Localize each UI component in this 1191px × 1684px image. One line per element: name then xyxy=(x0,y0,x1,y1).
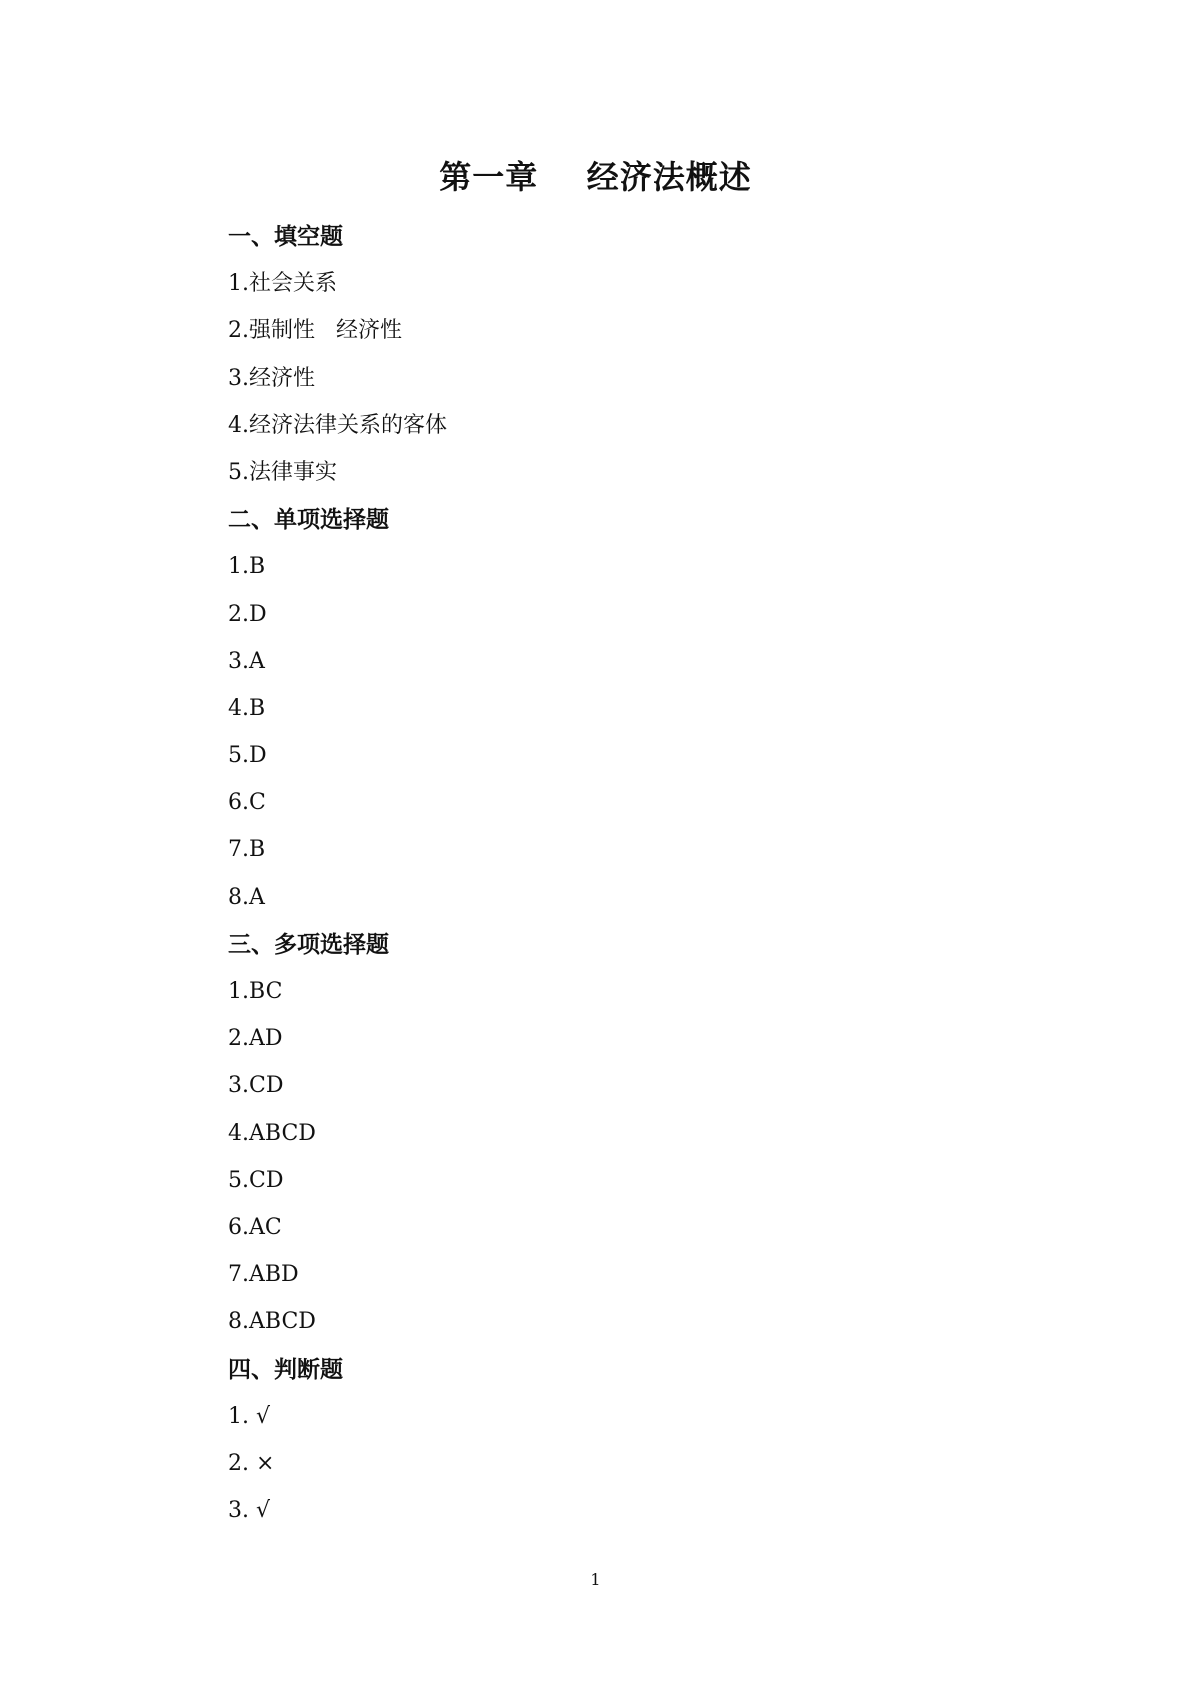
answer-item: 2.D xyxy=(228,601,267,627)
answer-item: 7.ABD xyxy=(228,1262,299,1288)
answer-item: 1.社会关系 xyxy=(228,271,337,297)
answer-item: 4.ABCD xyxy=(228,1120,316,1146)
answer-item: 3. √ xyxy=(228,1498,271,1524)
answer-item: 2.强制性 经济性 xyxy=(228,318,402,344)
answer-item: 1.B xyxy=(228,554,266,580)
answer-item: 2.AD xyxy=(228,1026,283,1052)
answer-item: 4.B xyxy=(228,695,266,721)
answer-item: 3.CD xyxy=(228,1073,284,1099)
chapter-title: 第一章 经济法概述 xyxy=(439,158,752,196)
answer-item: 2. × xyxy=(228,1450,275,1476)
page-number: 1 xyxy=(590,1570,601,1589)
answer-content xyxy=(228,213,1008,1534)
answer-item: 5.法律事实 xyxy=(228,459,337,485)
answer-item: 6.AC xyxy=(228,1214,282,1240)
answer-item: 8.ABCD xyxy=(228,1309,316,1335)
answer-item: 4.经济法律关系的客体 xyxy=(228,412,447,438)
answer-item: 1. √ xyxy=(228,1403,271,1429)
answer-item: 3.A xyxy=(228,648,265,674)
section-heading-single-choice: 二、单项选择题 xyxy=(228,506,389,534)
answer-item: 8.A xyxy=(228,884,265,910)
answer-item: 7.B xyxy=(228,837,266,863)
answer-item: 3.经济性 xyxy=(228,365,315,391)
section-heading-multiple-choice: 三、多项选择题 xyxy=(228,930,389,958)
answer-item: 5.CD xyxy=(228,1167,284,1193)
section-heading-fill-in: 一、填空题 xyxy=(228,223,343,250)
section-heading-true-false: 四、判断题 xyxy=(228,1355,343,1383)
answer-item: 6.C xyxy=(228,790,266,816)
answer-item: 5.D xyxy=(228,743,267,769)
answer-item: 1.BC xyxy=(228,979,283,1004)
